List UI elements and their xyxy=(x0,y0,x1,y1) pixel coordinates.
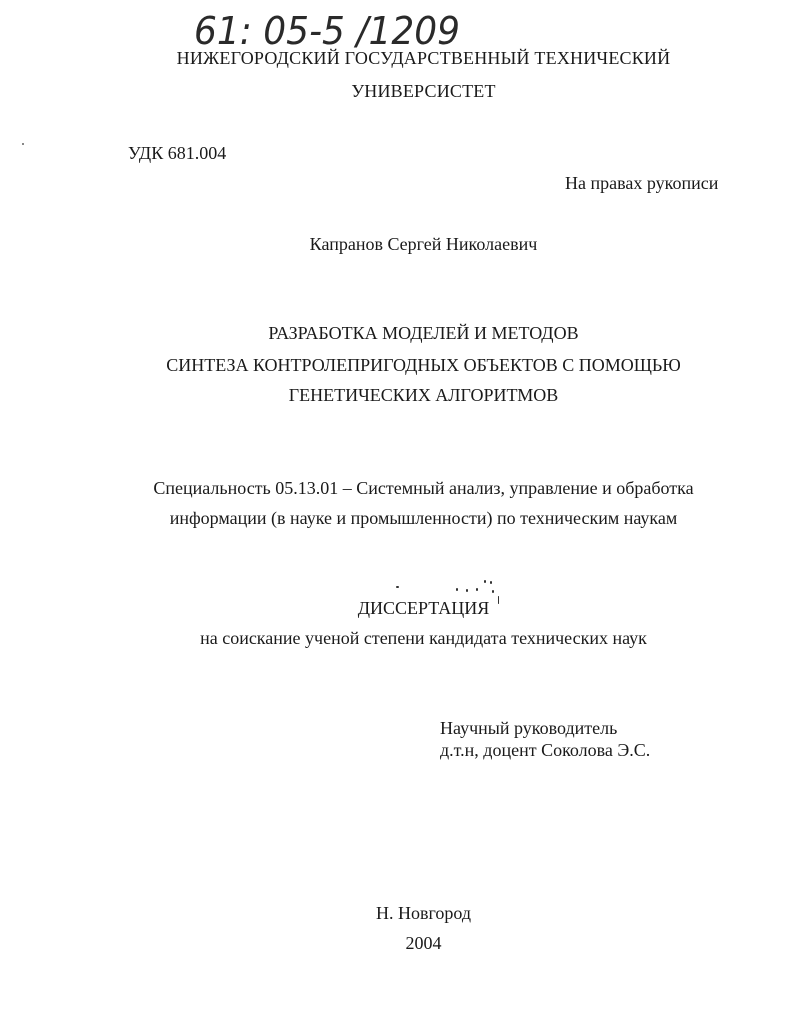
udk-code: УДК 681.004 xyxy=(128,143,227,163)
document-type: ДИССЕРТАЦИЯ xyxy=(357,598,490,618)
university-name-line1: НИЖЕГОРОДСКИЙ ГОСУДАРСТВЕННЫЙ ТЕХНИЧЕСКИЙ xyxy=(176,48,671,68)
thesis-title-line3: ГЕНЕТИЧЕСКИХ АЛГОРИТМОВ xyxy=(288,385,559,405)
specialty-line1: Специальность 05.13.01 – Системный анализ, управление и обработка xyxy=(153,478,694,498)
degree-statement: на соискание ученой степени кандидата технических наук xyxy=(200,628,647,648)
thesis-title-line1: РАЗРАБОТКА МОДЕЛЕЙ И МЕТОДОВ xyxy=(268,323,579,343)
supervisor-label: Научный руководитель xyxy=(440,718,618,738)
margin-speck xyxy=(22,143,24,145)
city: Н. Новгород xyxy=(375,903,472,923)
year: 2004 xyxy=(405,933,442,953)
svg-text:61: 05-5 /1209: 61: 05-5 /1209 xyxy=(194,9,460,53)
supervisor-name: д.т.н, доцент Соколова Э.С. xyxy=(440,740,651,760)
university-name-line2: УНИВЕРСИСТЕТ xyxy=(351,81,496,101)
thesis-title-line2: СИНТЕЗА КОНТРОЛЕПРИГОДНЫХ ОБЪЕКТОВ С ПОМОЩЬЮ xyxy=(166,355,681,375)
author-name: Капранов Сергей Николаевич xyxy=(309,234,538,254)
specialty-line2: информации (в науке и промышленности) по техническим наукам xyxy=(169,508,678,528)
manuscript-rights: На правах рукописи xyxy=(565,173,719,193)
